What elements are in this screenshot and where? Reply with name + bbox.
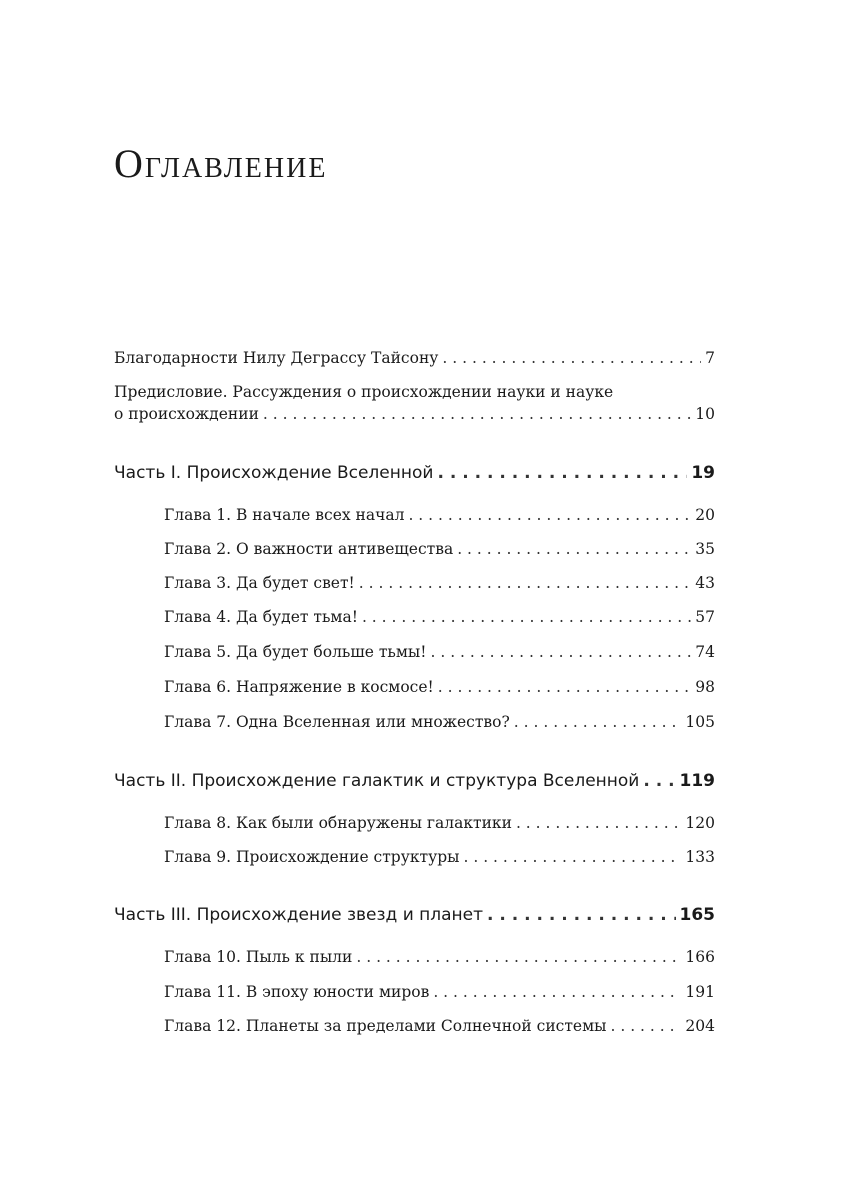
leader-dots — [442, 348, 701, 368]
part-page: 165 — [679, 905, 715, 925]
toc-part-1 — [114, 463, 715, 483]
chapter-page: 74 — [695, 643, 715, 661]
leader-dots — [514, 712, 682, 732]
toc-entry-page: 10 — [695, 405, 715, 423]
leader-dots — [359, 573, 691, 593]
toc-entry-page: 7 — [705, 349, 715, 367]
toc-chapter — [164, 1016, 715, 1036]
toc-entry-text: о происхождении — [114, 405, 259, 423]
toc-chapter — [164, 813, 715, 833]
chapter-title: Глава 9. Происхождение структуры — [164, 848, 460, 866]
chapter-page: 204 — [685, 1017, 715, 1035]
chapter-title: Глава 10. Пыль к пыли — [164, 948, 353, 966]
leader-dots — [431, 642, 692, 662]
chapter-page: 120 — [685, 814, 715, 832]
toc-entry-preface-line1: Предисловие. Рассуждения о происхождении науки и науке — [114, 383, 614, 401]
chapter-page: 105 — [685, 713, 715, 731]
leader-dots — [438, 677, 691, 697]
toc-chapter — [164, 607, 715, 627]
leader-dots — [356, 947, 681, 967]
toc-chapter — [164, 642, 715, 662]
chapter-title: Глава 6. Напряжение в космосе! — [164, 678, 434, 696]
leader-dots — [457, 539, 691, 559]
toc-chapter — [164, 947, 715, 967]
toc-chapter — [164, 982, 715, 1002]
chapter-title: Глава 1. В начале всех начал — [164, 506, 405, 524]
chapter-page: 98 — [695, 678, 715, 696]
leader-dots — [408, 505, 691, 525]
toc-chapter — [164, 677, 715, 697]
part-title: Часть I. Происхождение Вселенной — [114, 463, 434, 483]
toc-part-2 — [114, 771, 715, 791]
chapter-page: 191 — [685, 983, 715, 1001]
toc-entry-acknowledgements — [114, 348, 715, 368]
chapter-title: Глава 12. Планеты за пределами Солнечной системы — [164, 1017, 607, 1035]
leader-dots — [437, 463, 687, 483]
chapter-page: 133 — [685, 848, 715, 866]
leader-dots — [263, 404, 691, 424]
leader-dots — [643, 771, 675, 791]
leader-dots — [610, 1016, 681, 1036]
toc-part-3 — [114, 905, 715, 925]
part-page: 119 — [679, 771, 715, 791]
chapter-title: Глава 3. Да будет свет! — [164, 574, 355, 592]
chapter-page: 35 — [695, 540, 715, 558]
chapter-title: Глава 7. Одна Вселенная или множество? — [164, 713, 510, 731]
toc-chapter — [164, 539, 715, 559]
toc-entry-text: Благодарности Нилу Деграссу Тайсону — [114, 349, 439, 367]
part-title: Часть III. Происхождение звезд и планет — [114, 905, 484, 925]
toc-chapter — [164, 505, 715, 525]
toc-chapter — [164, 573, 715, 593]
chapter-page: 57 — [695, 608, 715, 626]
chapter-title: Глава 4. Да будет тьма! — [164, 608, 358, 626]
page-title: Оглавление — [114, 141, 328, 186]
toc-chapter — [164, 712, 715, 732]
chapter-title: Глава 11. В эпоху юности миров — [164, 983, 430, 1001]
leader-dots — [362, 607, 691, 627]
toc-entry-preface — [114, 404, 715, 424]
chapter-page: 20 — [695, 506, 715, 524]
chapter-title: Глава 2. О важности антивещества — [164, 540, 454, 558]
chapter-title: Глава 5. Да будет больше тьмы! — [164, 643, 427, 661]
part-page: 19 — [691, 463, 715, 483]
leader-dots — [487, 905, 675, 925]
chapter-page: 43 — [695, 574, 715, 592]
part-title: Часть II. Происхождение галактик и структура Вселенной — [114, 771, 640, 791]
leader-dots — [464, 847, 682, 867]
leader-dots — [516, 813, 681, 833]
chapter-title: Глава 8. Как были обнаружены галактики — [164, 814, 512, 832]
chapter-page: 166 — [685, 948, 715, 966]
leader-dots — [433, 982, 681, 1002]
toc-chapter — [164, 847, 715, 867]
